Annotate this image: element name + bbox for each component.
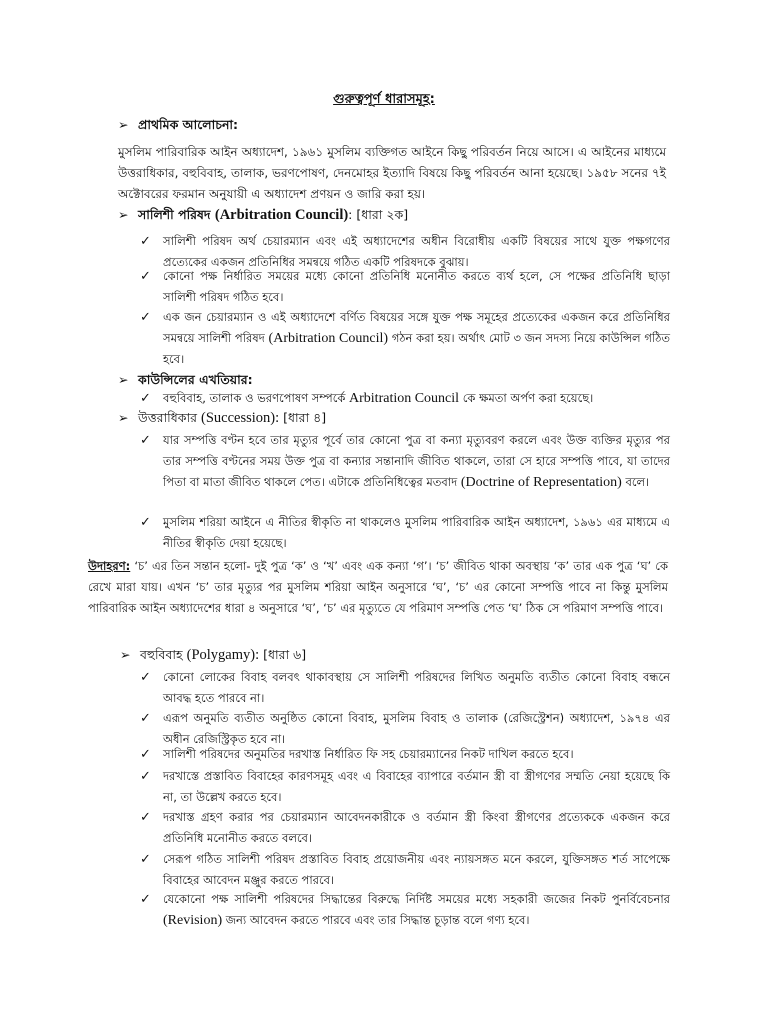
polygamy-item-1 [140,667,670,709]
polygamy-heading-bn: বহুবিবাহ [140,647,183,662]
heading-intro [118,117,238,137]
arrow-bullet-icon: ➢ [120,647,131,662]
jurisdiction-item-en: Arbitration Council [349,391,460,406]
polygamy-item-6-text: সেরূপ গঠিত সালিশী পরিষদ প্রস্তাবিত বিবাহ প্রয়োজনীয় এবং ন্যায়সঙ্গত মনে করলে, যুক্তিসঙ্গত শর্ত সাপেক্ষে বিবাহের আবেদন মঞ্জুর করতে পারবে। [163,852,670,887]
polygamy-item-3 [140,744,670,765]
polygamy-item-3-text: সালিশী পরিষদের অনুমতির দরখাস্ত নির্ধারিত ফি সহ চেয়ারম্যানের নিকট দাখিল করতে হবে। [163,747,574,761]
polygamy-item-4 [140,766,670,808]
polygamy-item-5 [140,807,670,849]
check-icon: ✓ [140,670,151,685]
arrow-bullet-icon: ➢ [118,207,129,222]
council-item-2-text: কোনো পক্ষ নির্ধারিত সময়ের মধ্যে কোনো প্রতিনিধি মনোনীত করতে ব্যর্থ হলে, সে পক্ষের প্রতিনিধি ছাড়া সালিশী পরিষদ গঠিত হবে। [163,269,670,304]
example-label: উদাহরণ: [88,559,131,573]
heading-polygamy [120,647,306,667]
council-item-3-b: গঠন করা হয়। অর্থাৎ মোট ৩ জন সদস্য নিয়ে কাউন্সিল গঠিত হবে। [163,331,671,366]
council-item-3 [140,307,670,370]
check-icon: ✓ [140,711,151,726]
succession-item-1-text [163,430,670,493]
heading-council [118,207,408,227]
succession-item-2 [140,512,670,554]
polygamy-item-7 [140,889,670,931]
page-title: গুরুত্বপূর্ণ ধারাসমূহ: [333,92,435,107]
check-icon: ✓ [140,769,151,784]
check-icon: ✓ [140,269,151,284]
jurisdiction-item-a: বহুবিবাহ, তালাক ও ভরণপোষণ সম্পর্কে [163,391,346,405]
succession-item-2-text: মুসলিম শরিয়া আইনে এ নীতির স্বীকৃতি না থাকলেও মুসলিম পারিবারিক আইন অধ্যাদেশ, ১৯৬১ এর মাধ্যমে এ নীতির স্বীকৃতি দেয়া হয়েছে। [163,515,670,550]
jurisdiction-item-text [163,388,670,409]
example-text: ‘চ’ এর তিন সন্তান হলো- দুই পুত্র ‘ক’ ও ‘খ’ এবং এক কন্যা ‘গ’। ‘চ’ জীবিত থাকা অবস্থায় ‘ক’ তার এক পুত্র ‘ঘ’ কে রেখে মারা যায়। এখন ‘চ’ তার মৃত্যুর পর মুসলিম শরিয়া আইন অনুসারে ‘ঘ’, ‘চ’ এর কোনো সম্পত্তি পাবে না কিন্তু মুসলিম পারিবারিক আইন অধ্যাদেশের ধারা ৪ অনুসারে ‘ঘ’, ‘চ’ এর মৃত্যুতে যে পরিমাণ সম্পত্তি পেত ‘ঘ’ ঠিক সে পরিমাণ সম্পত্তি পাবে। [88,559,668,615]
polygamy-item-7-text [163,889,670,931]
council-heading-en: (Arbitration Council) [214,207,349,223]
jurisdiction-item [140,388,670,409]
succession-item-1-b: বলে। [625,475,650,489]
check-icon: ✓ [140,892,151,907]
check-icon: ✓ [140,433,151,448]
succession-item-1 [140,430,670,493]
check-icon: ✓ [140,810,151,825]
council-item-3-a: এক জন চেয়ারম্যান ও এই অধ্যাদেশে বর্ণিত বিষয়ের সঙ্গে যুক্ত পক্ষ সমূহের প্রত্যেকের একজন করে প্রতিনিধির সমন্বয়ে সালিশী পরিষদ [163,310,670,345]
council-item-1-text: সালিশী পরিষদ অর্থ চেয়ারম্যান এবং এই অধ্যাদেশের অধীন বিরোধীয় একটি বিষয়ের সাথে যুক্ত পক্ষগণের প্রত্যেকের একজন প্রতিনিধির সমন্বয়ে গঠিত একটি পরিষদকে বুঝায়। [163,234,670,269]
polygamy-item-7-b: জন্য আবেদন করতে পারবে এবং তার সিদ্ধান্ত চূড়ান্ত বলে গণ্য হবে। [225,913,530,927]
check-icon: ✓ [140,852,151,867]
polygamy-heading-en: (Polygamy): [186,647,260,663]
polygamy-item-2-text: এরূপ অনুমতি ব্যতীত অনুষ্ঠিত কোনো বিবাহ, মুসলিম বিবাহ ও তালাক (রেজিস্ট্রেশন) অধ্যাদেশ, ১৯৭৪ এর অধীন রেজিস্ট্রিকৃত হবে না। [163,711,670,746]
polygamy-item-1-text: কোনো লোকের বিবাহ বলবৎ থাকাবস্থায় সে সালিশী পরিষদের লিখিত অনুমতি ব্যতীত কোনো বিবাহ বন্ধনে আবদ্ধ হতে পারবে না। [163,670,670,705]
check-icon: ✓ [140,310,151,325]
polygamy-item-5-text: দরখাস্ত গ্রহণ করার পর চেয়ারম্যান আবেদনকারীকে ও বর্তমান স্ত্রী কিংবা স্ত্রীগণের প্রত্যেককে একজন করে প্রতিনিধি মনোনীত করতে বলবে। [163,810,670,845]
polygamy-item-7-a: যেকোনো পক্ষ সালিশী পরিষদের সিদ্ধান্তের বিরুদ্ধে নির্দিষ্ট সময়ের মধ্যে সহকারী জজের নিকট পুনর্বিবেচনার [163,892,670,906]
succession-item-1-en: (Doctrine of Representation) [460,475,622,490]
polygamy-item-7-en: (Revision) [163,913,223,928]
succession-heading-ref: [ধারা ৪] [283,410,327,425]
arrow-bullet-icon: ➢ [118,410,129,425]
check-icon: ✓ [140,515,151,530]
council-item-3-en: (Arbitration Council) [268,331,389,346]
succession-heading-bn: উত্তরাধিকার [138,410,198,425]
polygamy-item-4-text: দরখাস্তে প্রস্তাবিত বিবাহের কারণসমূহ এবং এ বিবাহের ব্যাপারে বর্তমান স্ত্রী বা স্ত্রীগণের সম্মতি নেয়া হয়েছে কি না, তা উল্লেখ করতে হবে। [163,769,670,804]
check-icon: ✓ [140,391,151,406]
council-item-2 [140,266,670,308]
arrow-bullet-icon: ➢ [118,372,129,387]
polygamy-item-6 [140,849,670,891]
intro-paragraph: মুসলিম পারিবারিক আইন অধ্যাদেশ, ১৯৬১ মুসলিম ব্যক্তিগত আইনে কিছু পরিবর্তন নিয়ে আসে। এ আইনের মাধ্যমে উত্তরাধিকার, বহুবিবাহ, তালাক, ভরণপোষণ, দেনমোহর ইত্যাদি বিষয়ে কিছু পরিবর্তন আনা হয়েছে। ১৯৫৮ সনের ৭ই অক্টোবরের ফরমান অনুযায়ী এ অধ্যাদেশ প্রণয়ন ও জারি করা হয়। [118,145,666,201]
succession-item-1-a: যার সম্পত্তি বণ্টন হবে তার মৃত্যুর পূর্বে তার কোনো পুত্র বা কন্যা মৃত্যুবরণ করলে এবং উক্ত ব্যক্তির মৃত্যুর পর তার সম্পত্তি বণ্টনের সময় উক্ত পুত্র বা কন্যার সন্তানাদি জীবিত থাকলে, তারা সে হারে সম্পত্তি পাবে, যা তাদের পিতা বা মাতা জীবিত থাকলে পেত। এটাকে প্রতিনিধিত্বের মতবাদ [163,433,670,489]
jurisdiction-heading-text: কাউন্সিলের এখতিয়ার: [138,372,253,387]
council-heading-ref: : [ধারা ২ক] [348,207,409,222]
heading-intro-text: প্রাথমিক আলোচনা: [138,117,239,132]
check-icon: ✓ [140,234,151,249]
arrow-bullet-icon: ➢ [118,117,129,132]
council-item-3-text [163,307,670,370]
polygamy-heading-ref: [ধারা ৬] [263,647,307,662]
succession-heading-en: (Succession): [201,410,280,426]
example-paragraph [88,556,668,619]
heading-succession [118,410,326,430]
check-icon: ✓ [140,747,151,762]
jurisdiction-item-b: কে ক্ষমতা অর্পণ করা হয়েছে। [462,391,594,405]
council-heading-bn: সালিশী পরিষদ [138,207,211,222]
